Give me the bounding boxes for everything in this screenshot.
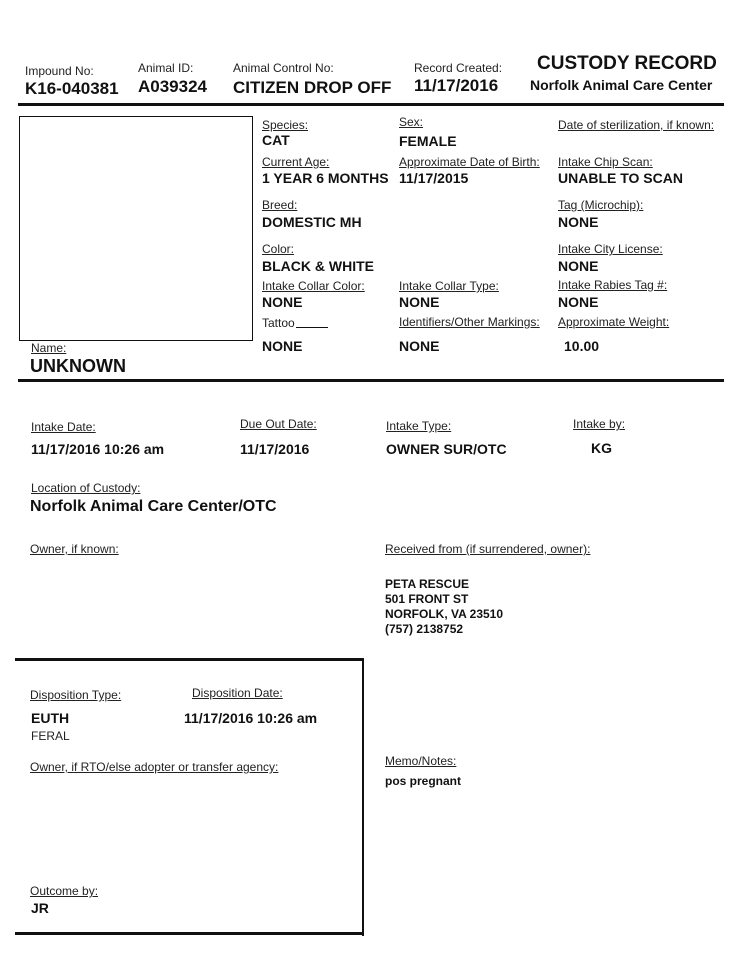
received-from-address <box>385 577 503 637</box>
tattoo-underline <box>296 327 328 328</box>
animal-id-label: Animal ID: <box>138 61 194 75</box>
received-line-street: 501 FRONT ST <box>385 592 469 606</box>
dob-value: 11/17/2015 <box>399 170 469 186</box>
sterilization-label: Date of sterilization, if known: <box>558 118 715 132</box>
weight-label: Approximate Weight: <box>558 315 670 329</box>
received-line-name: PETA RESCUE <box>385 577 470 591</box>
intake-date-value: 11/17/2016 10:26 am <box>31 441 165 457</box>
identifiers-label: Identifiers/Other Markings: <box>399 315 540 329</box>
disposition-type-value: EUTH <box>31 710 70 726</box>
collar-type-value: NONE <box>399 294 440 310</box>
location-value: Norfolk Animal Care Center/OTC <box>30 498 277 515</box>
tattoo-label: Tattoo <box>262 316 295 330</box>
city-license-value: NONE <box>558 258 599 274</box>
outcome-by-value: JR <box>31 900 49 916</box>
org-name: Norfolk Animal Care Center <box>530 77 713 93</box>
impound-value: K16-040381 <box>25 79 119 98</box>
collar-color-value: NONE <box>262 294 303 310</box>
color-value: BLACK & WHITE <box>262 258 374 274</box>
disposition-owner-label: Owner, if RTO/else adopter or transfer agency: <box>30 760 279 774</box>
age-value: 1 YEAR 6 MONTHS <box>262 170 389 186</box>
due-out-value: 11/17/2016 <box>240 441 310 457</box>
species-value: CAT <box>262 132 290 148</box>
weight-value: 10.00 <box>564 338 600 354</box>
received-from-label: Received from (if surrendered, owner): <box>385 542 591 556</box>
age-label: Current Age: <box>262 155 330 169</box>
outcome-by-label: Outcome by: <box>30 884 99 898</box>
disposition-type-label: Disposition Type: <box>30 688 122 702</box>
sex-value: FEMALE <box>399 133 457 149</box>
record-created-label: Record Created: <box>414 61 503 75</box>
tattoo-value: NONE <box>262 338 303 354</box>
disposition-top-border <box>15 658 364 661</box>
intake-by-value: KG <box>591 440 612 456</box>
disposition-bottom-border <box>15 932 364 935</box>
owner-known-label: Owner, if known: <box>30 542 119 556</box>
rabies-tag-value: NONE <box>558 294 599 310</box>
color-label: Color: <box>262 242 295 256</box>
disposition-right-border <box>362 658 364 936</box>
breed-label: Breed: <box>262 198 298 212</box>
rabies-tag-label: Intake Rabies Tag #: <box>558 278 668 292</box>
intake-by-label: Intake by: <box>573 417 626 431</box>
received-line-city: NORFOLK, VA 23510 <box>385 607 504 621</box>
sex-label: Sex: <box>399 115 424 129</box>
intake-type-value: OWNER SUR/OTC <box>386 441 507 457</box>
due-out-label: Due Out Date: <box>240 417 317 431</box>
dob-label: Approximate Date of Birth: <box>399 155 540 169</box>
document-title: CUSTODY RECORD <box>537 53 717 74</box>
animal-control-value: CITIZEN DROP OFF <box>233 78 392 97</box>
location-label: Location of Custody: <box>31 481 141 495</box>
memo-label: Memo/Notes: <box>385 754 457 768</box>
identifiers-value: NONE <box>399 338 440 354</box>
disposition-type-sub: FERAL <box>31 729 70 743</box>
breed-value: DOMESTIC MH <box>262 214 362 230</box>
record-created-value: 11/17/2016 <box>414 76 499 95</box>
name-label: Name: <box>31 341 67 355</box>
received-line-phone: (757) 2138752 <box>385 622 464 636</box>
animal-photo-placeholder <box>19 116 253 341</box>
disposition-date-value: 11/17/2016 10:26 am <box>184 710 318 726</box>
collar-type-label: Intake Collar Type: <box>399 279 499 293</box>
tag-label: Tag (Microchip): <box>558 198 644 212</box>
disposition-date-label: Disposition Date: <box>192 686 283 700</box>
name-value: UNKNOWN <box>30 356 126 376</box>
species-label: Species: <box>262 118 309 132</box>
chip-scan-value: UNABLE TO SCAN <box>558 170 683 186</box>
animal-section-divider <box>18 379 724 382</box>
impound-label: Impound No: <box>25 64 94 78</box>
intake-type-label: Intake Type: <box>386 419 452 433</box>
animal-id-value: A039324 <box>138 77 208 96</box>
memo-value: pos pregnant <box>385 774 462 788</box>
chip-scan-label: Intake Chip Scan: <box>558 155 653 169</box>
animal-control-label: Animal Control No: <box>233 61 334 75</box>
header-divider <box>18 103 724 106</box>
collar-color-label: Intake Collar Color: <box>262 279 365 293</box>
tag-value: NONE <box>558 214 599 230</box>
city-license-label: Intake City License: <box>558 242 663 256</box>
intake-date-label: Intake Date: <box>31 420 96 434</box>
